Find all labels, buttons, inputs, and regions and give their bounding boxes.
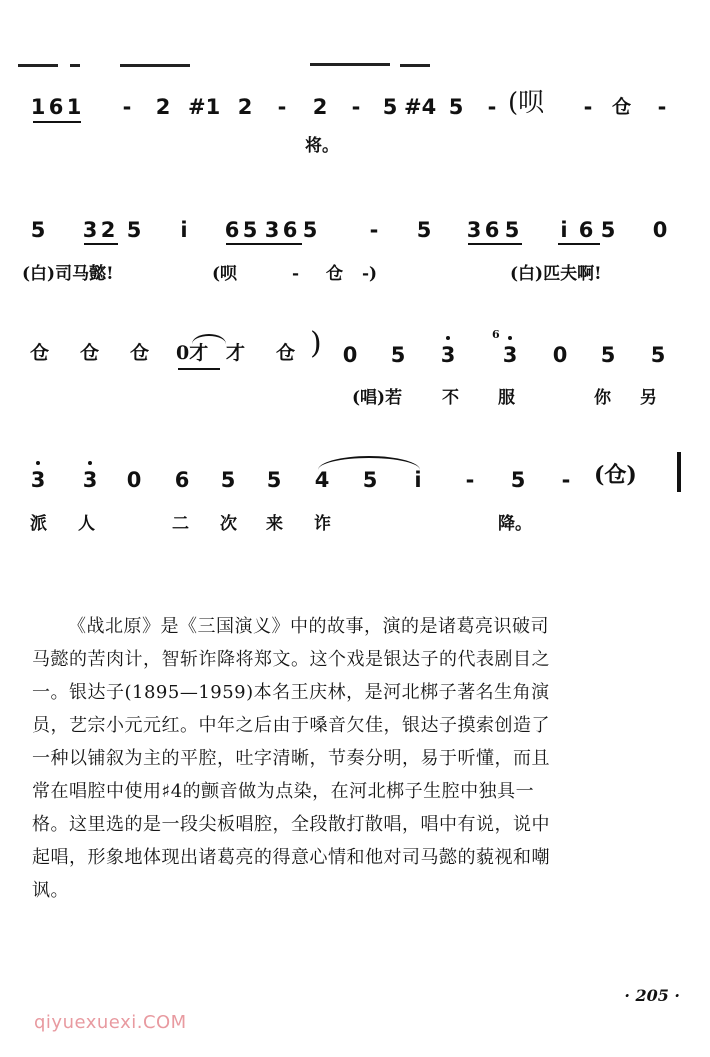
octave-dot: [36, 461, 40, 465]
note: 1: [30, 95, 46, 119]
beam-underline: [84, 243, 118, 245]
paragraph-line: 马懿的苦肉计，智斩诈降将郑文。这个戏是银达子的代表剧目之: [32, 649, 550, 670]
note: -: [351, 95, 361, 119]
paragraph-line: 起唱，形象地体现出诸葛亮的得意心情和他对司马懿的藐视和嘲: [32, 847, 550, 868]
note: 2: [155, 95, 171, 119]
page-number: · 205 ·: [624, 986, 680, 1005]
note: 6: [174, 468, 190, 492]
note: 2: [237, 95, 253, 119]
beam-underline: [558, 243, 600, 245]
note: -: [487, 95, 497, 119]
sung-lyric: 派: [30, 514, 47, 534]
spoken-lyric: (白)匹夫啊!: [510, 264, 602, 284]
note: 3: [502, 343, 518, 367]
closing-percussion: (仓): [594, 462, 637, 488]
beam-underline: [33, 121, 81, 123]
note: 5: [266, 468, 282, 492]
speech-syllable: -: [292, 264, 300, 284]
note: 5: [390, 343, 406, 367]
note: 4: [314, 468, 330, 492]
note: -: [465, 468, 475, 492]
sung-lyric: 来: [266, 514, 283, 534]
note: i: [414, 468, 422, 492]
sung-lyric: 次: [220, 514, 237, 534]
octave-dot: [446, 336, 450, 340]
note: 5: [600, 343, 616, 367]
note: 2: [100, 218, 116, 242]
tie-slur: [192, 334, 226, 344]
paragraph-line: 格。这里选的是一段尖板唱腔，全段散打散唱，唱中有说，说中: [32, 814, 550, 835]
note: 0: [342, 343, 358, 367]
sung-lyric: 服: [498, 388, 515, 408]
sung-lyric: 诈: [314, 514, 331, 534]
note: -: [583, 95, 593, 119]
note: 0: [126, 468, 142, 492]
note: -: [657, 95, 667, 119]
octave-dot: [508, 336, 512, 340]
percussion: 才: [226, 342, 246, 364]
speech-syllable: (呗: [212, 264, 238, 284]
close-bracket: ): [310, 326, 322, 361]
note: 5: [220, 468, 236, 492]
note: 6: [224, 218, 240, 242]
note: 3: [466, 218, 482, 242]
spoken-lyric: (白)司马懿!: [22, 264, 114, 284]
paragraph-line: 一种以铺叙为主的平腔，吐字清晰，节奏分明，易于听懂，而且: [32, 748, 550, 769]
note: 5: [650, 343, 666, 367]
sung-lyric: 你: [594, 388, 611, 408]
note: -: [122, 95, 132, 119]
note: 2: [312, 95, 328, 119]
cropped-line-residue: [400, 64, 430, 67]
note: 0: [552, 343, 568, 367]
sung-lyric: 降。: [498, 514, 532, 534]
note: 3: [264, 218, 280, 242]
sung-lyric: 二: [172, 514, 189, 534]
sung-lyric: (唱)若: [352, 388, 403, 408]
sung-lyric: 另: [640, 388, 657, 408]
grace-note: 6: [492, 328, 500, 341]
speech-syllable: 仓: [612, 96, 632, 118]
cropped-line-residue: [18, 64, 58, 67]
beam-underline: [226, 243, 302, 245]
paragraph-line: 员，艺宗小元元红。中年之后由于嗓音欠佳，银达子摸索创造了: [32, 715, 550, 736]
note-sharp: #1: [188, 95, 221, 119]
octave-dot: [88, 461, 92, 465]
note: 5: [510, 468, 526, 492]
note: 0: [652, 218, 668, 242]
note: 6: [48, 95, 64, 119]
note: 5: [600, 218, 616, 242]
paragraph-line: 《战北原》是《三国演义》中的故事，演的是诸葛亮识破司: [68, 616, 549, 637]
note: 5: [362, 468, 378, 492]
note: -: [561, 468, 571, 492]
cropped-line-residue: [310, 63, 390, 66]
note: 3: [82, 468, 98, 492]
note-sharp: #4: [404, 95, 437, 119]
percussion: 仓: [80, 342, 100, 364]
note: 3: [30, 468, 46, 492]
paragraph-line: 讽。: [32, 880, 69, 901]
cropped-line-residue: [120, 64, 190, 67]
note: 5: [416, 218, 432, 242]
beam-underline: [178, 368, 220, 370]
note: 5: [126, 218, 142, 242]
percussion: 仓: [30, 342, 50, 364]
sung-lyric: 不: [442, 388, 459, 408]
note: -: [369, 218, 379, 242]
lyric: 将。: [305, 136, 339, 156]
percussion: 仓: [130, 342, 150, 364]
note: -: [277, 95, 287, 119]
note: 5: [30, 218, 46, 242]
note: 1: [66, 95, 82, 119]
cropped-line-residue: [70, 64, 80, 67]
paragraph-line: 常在唱腔中使用♯4的颤音做为点染，在河北梆子生腔中独具一: [32, 781, 535, 802]
watermark: qiyuexuexi.COM: [34, 1012, 187, 1033]
phrase-slur: [318, 456, 420, 470]
note: i: [180, 218, 188, 242]
note: 5: [382, 95, 398, 119]
note: i: [560, 218, 568, 242]
description-paragraph: [32, 610, 682, 907]
note: 6: [578, 218, 594, 242]
note: 3: [82, 218, 98, 242]
note: 6: [282, 218, 298, 242]
percussion: 仓: [276, 342, 296, 364]
note: 6: [484, 218, 500, 242]
note: 3: [440, 343, 456, 367]
end-barline: [677, 452, 681, 492]
speech-bracket: (呗: [508, 88, 545, 118]
paragraph-line: 一。银达子(1895—1959)本名王庆林，是河北梆子著名生角演: [32, 682, 550, 703]
note: 5: [448, 95, 464, 119]
speech-syllable: -): [362, 264, 378, 284]
beam-underline: [468, 243, 522, 245]
note: 5: [504, 218, 520, 242]
sung-lyric: 人: [78, 514, 95, 534]
note: 5: [242, 218, 258, 242]
percussion: 0才: [176, 342, 209, 364]
note: 5: [302, 218, 318, 242]
speech-syllable: 仓: [326, 264, 343, 284]
